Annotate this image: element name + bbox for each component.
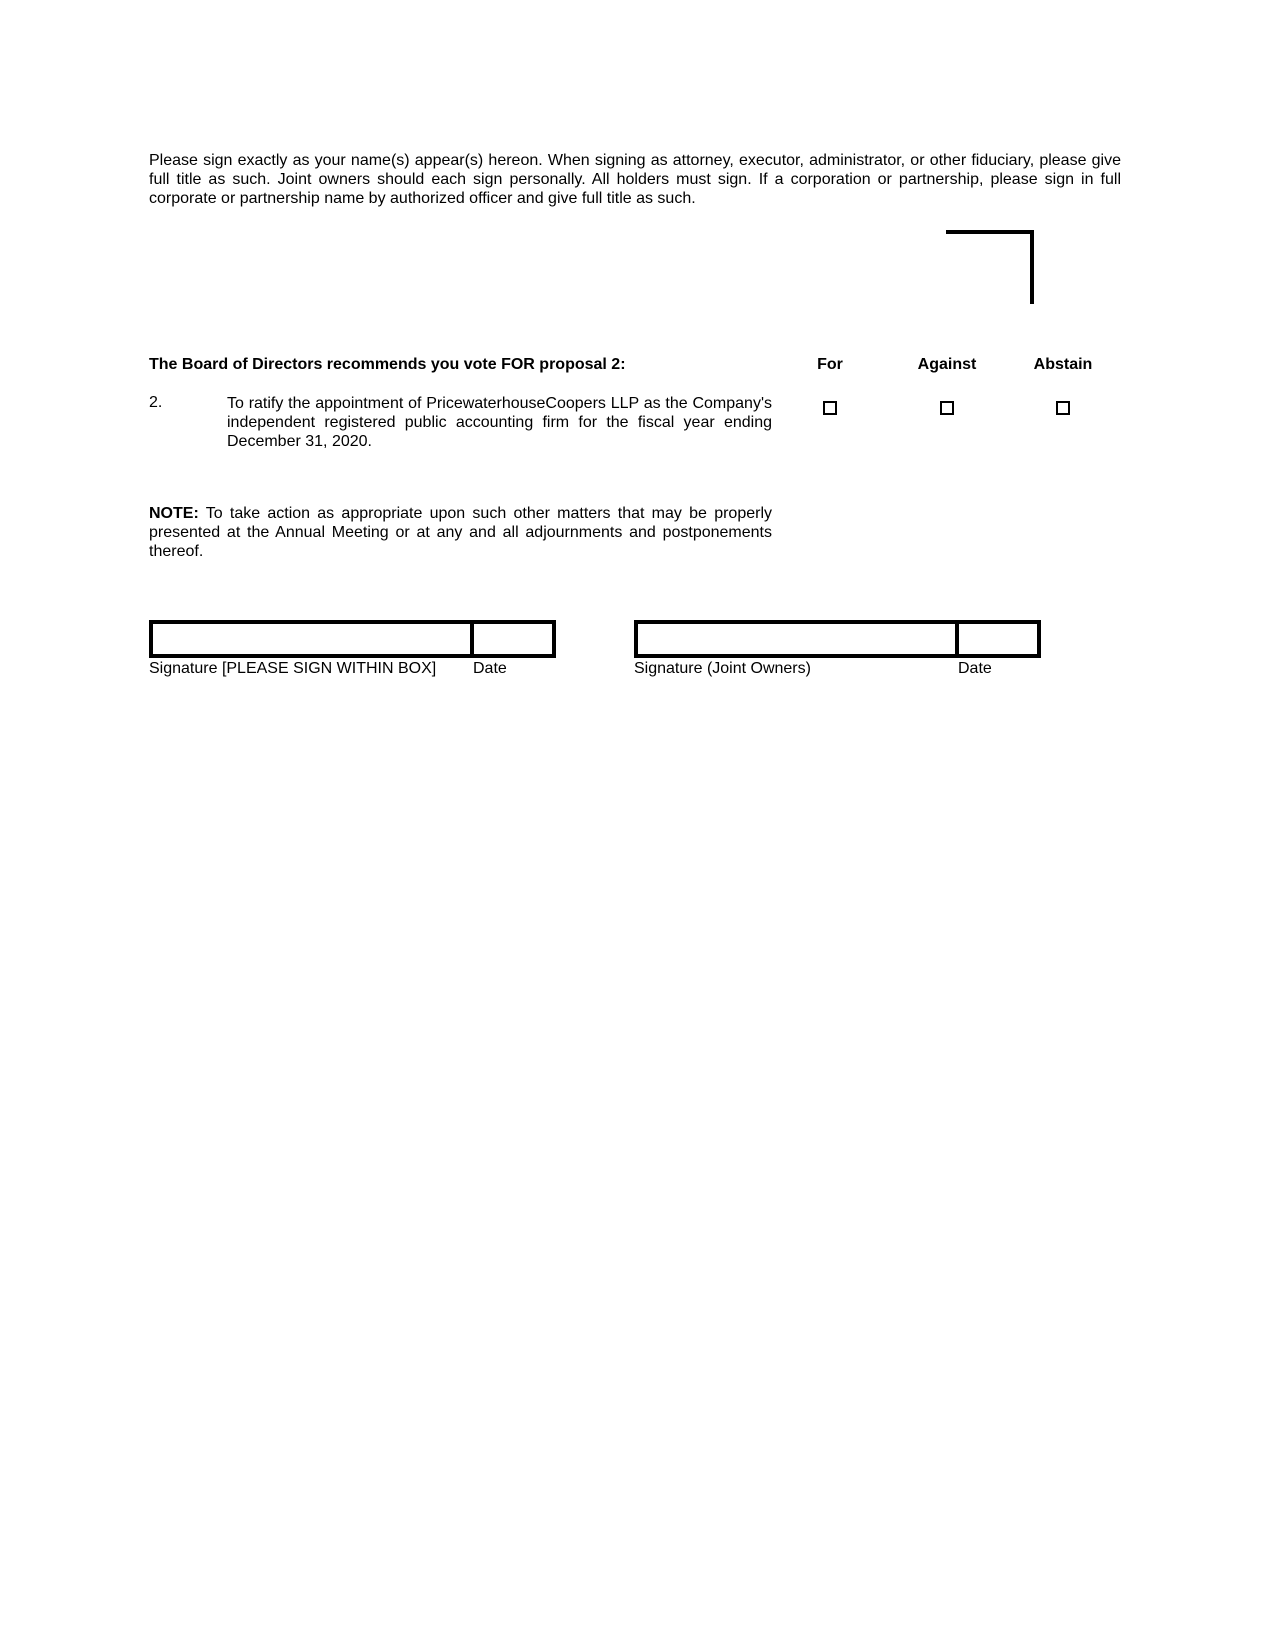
note-text: To take action as appropriate upon such other matters that may be properly presented at the Annual Meeting or at any and all adjournments and postponements thereof. [149, 505, 772, 560]
signature-date-box[interactable] [470, 620, 556, 658]
joint-signature-date-box[interactable] [955, 620, 1041, 658]
signing-instructions: Please sign exactly as your name(s) appear(s) hereon. When signing as attorney, executor, administrator, or other fiduciary, please give full title as such. Joint owners should each sign personally. All holders must sign. If a corporation or partnership, please sign in full corporate or partnership name by authorized officer and give full title as such. [149, 152, 1121, 207]
signature-date-label: Date [473, 660, 507, 677]
vote-for-checkbox[interactable] [823, 401, 837, 415]
proposal-number: 2. [149, 394, 163, 411]
note-paragraph [149, 504, 772, 561]
vote-against-checkbox[interactable] [940, 401, 954, 415]
proposal-text: To ratify the appointment of PricewaterhouseCoopers LLP as the Company's independent registered public accounting firm for the fiscal year ending December 31, 2020. [227, 395, 772, 450]
signature-box[interactable] [149, 620, 474, 658]
signature-label: Signature [PLEASE SIGN WITHIN BOX] [149, 660, 437, 677]
board-recommendation: The Board of Directors recommends you vote FOR proposal 2: [149, 356, 626, 373]
joint-signature-date-label: Date [958, 660, 992, 677]
joint-signature-box[interactable] [634, 620, 959, 658]
note-label: NOTE: [149, 505, 199, 522]
joint-signature-label: Signature (Joint Owners) [634, 660, 811, 677]
vote-abstain-checkbox[interactable] [1056, 401, 1070, 415]
registration-corner-mark [946, 230, 1034, 304]
vote-column-for: For [817, 356, 843, 373]
vote-column-against: Against [917, 356, 977, 373]
vote-column-abstain: Abstain [1033, 356, 1093, 373]
